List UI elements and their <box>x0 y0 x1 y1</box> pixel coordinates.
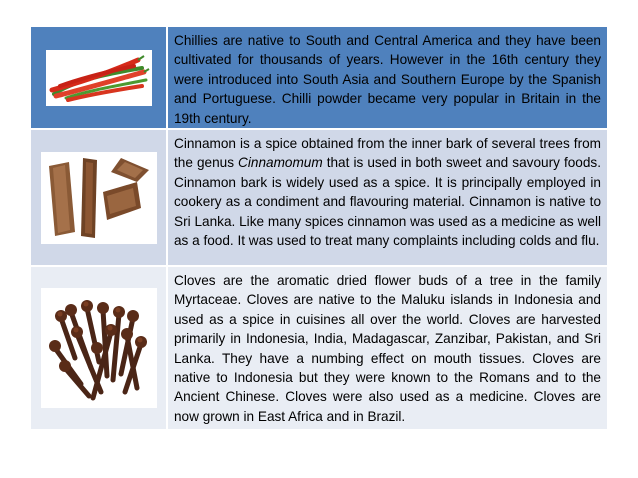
cinnamon-text-before: Cinnamon is a spice obtained from the inner bark of several trees from the genus <box>174 136 601 171</box>
table-row-cloves <box>31 267 607 431</box>
table-row-cinnamon <box>31 130 607 267</box>
image-cell <box>31 130 168 265</box>
cloves-description: Cloves are the aromatic dried flower buds of a tree in the family Myrtaceae. Cloves are native to the Maluku islands in Indonesia and used as a spice in cuisines all over the world. Cloves are harvested primarily in Indonesia, India, Madagascar, Zanzibar, Pakistan, and Sri Lanka. They have a numbing effect on mouth tissues. Cloves are native to Indonesia but they were known to the Romans and to the Ancient Chinese. Cloves were also used as a medicine. Cloves are now grown in East Africa and in Brazil. <box>168 267 607 429</box>
cloves-image <box>41 288 157 408</box>
spice-table <box>31 27 607 431</box>
image-cell <box>31 267 168 429</box>
cinnamon-description <box>168 130 607 265</box>
cinnamon-image <box>41 152 157 244</box>
chillies-image <box>46 50 152 106</box>
cinnamon-text-after: that is used in both sweet and savoury foods. Cinnamon bark is widely used as a spice. It is principally employed in cookery as a condiment and flavouring material. Cinnamon is native to Sri Lanka. Like many spices cinnamon was used as a medicine as well as a food. It was used to treat many complaints including colds and flu. <box>174 155 601 249</box>
image-cell <box>31 27 168 128</box>
cinnamon-genus: Cinnamomum <box>238 155 323 171</box>
table-row-chillies <box>31 27 607 130</box>
chillies-description: Chillies are native to South and Central America and they have been cultivated for thousands of years. However in the 16th century they were introduced into South Asia and Southern Europe by the Spanish and Portuguese. Chilli powder became very popular in Britain in the 19th century. <box>168 27 607 128</box>
